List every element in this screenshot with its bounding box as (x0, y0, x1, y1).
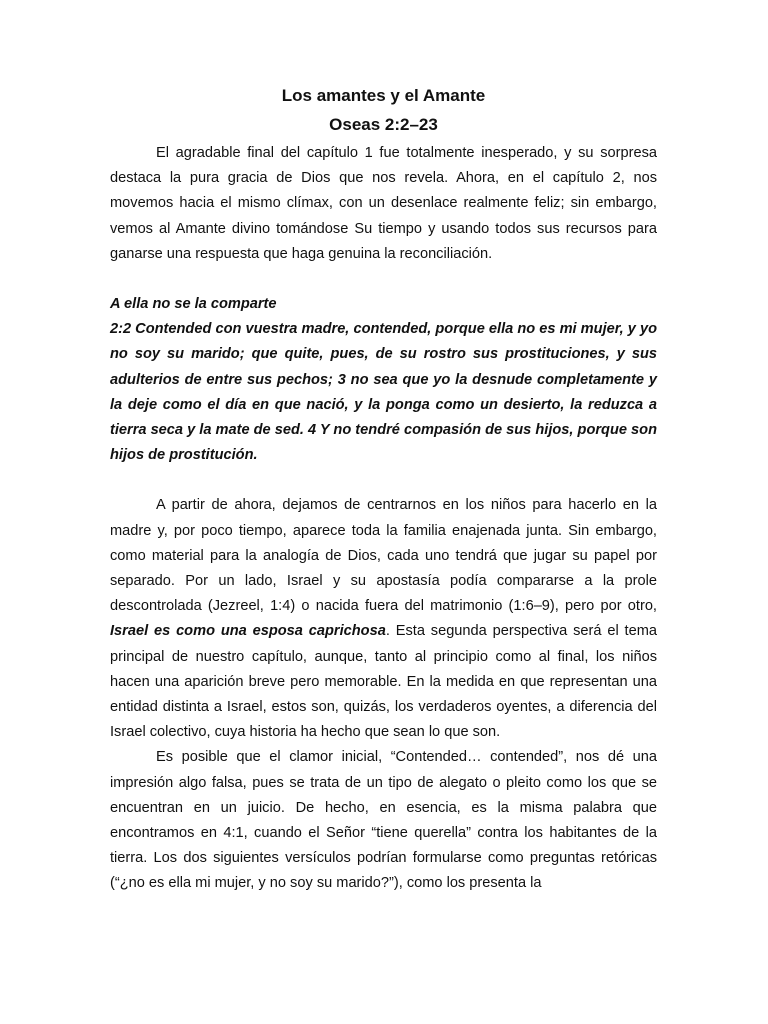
document-page (110, 84, 657, 897)
scripture-reference: Oseas 2:2–23 (329, 115, 438, 134)
scripture-quote: 2:2 Contended con vuestra madre, contended, porque ella no es mi mujer, y yo no soy su marido; que quite, pues, de su rostro sus prostituciones, y sus adulterios de entre sus pechos; 3 no sea que yo la desnude completamente y la deje como el día en que nació, y la ponga como un desierto, la reduzca a tierra seca y la mate de sed. 4 Y no tendré compasión de sus hijos, porque son hijos de prostitución. (110, 321, 657, 464)
body-paragraph (110, 493, 657, 745)
section-heading: A ella no se la comparte (110, 296, 277, 313)
document-title: Los amantes y el Amante (281, 86, 486, 105)
emphasized-text: Israel es como una esposa caprichosa (110, 623, 386, 640)
paragraph-spacer (110, 267, 657, 292)
intro-paragraph: El agradable final del capítulo 1 fue totalmente inesperado, y su sorpresa destaca la pura gracia de Dios que nos revela. Ahora, en el capítulo 2, nos movemos hacia el mismo clímax, con un desenlace realmente feliz; sin embargo, vemos al Amante divino tomándose Su tiempo y usando todos sus recursos para ganarse una respuesta que haga genuina la reconciliación. (110, 145, 657, 262)
body-text: . Esta segunda perspectiva será el tema principal de nuestro capítulo, aunque, tanto al principio como al final, los niños hacen una aparición breve pero memorable. En la medida en que representan una entidad distinta a Israel, estos son, quizás, los verdaderos oyentes, a diferencia del Israel colectivo, cuya historia ha hecho que sean lo que son. (110, 623, 657, 741)
body-text: A partir de ahora, dejamos de centrarnos en los niños para hacerlo en la madre y, por poco tiempo, aparece toda la familia enajenada junta. Sin embargo, como material para la analogía de Dios, cada uno tendrá que jugar su papel por separado. Por un lado, Israel y su apostasía podía compararse a la prole descontrolada (Jezreel, 1:4) o nacida fuera del matrimonio (1:6–9), pero por otro, (110, 497, 657, 615)
paragraph-spacer (110, 468, 657, 493)
body-paragraph: Es posible que el clamor inicial, “Contended… contended”, nos dé una impresión algo falsa, pues se trata de un tipo de alegato o pleito como los que se encuentran en un juicio. De hecho, en esencia, es la misma palabra que encontramos en 4:1, cuando el Señor “tiene querella” contra los habitantes de la tierra. Los dos siguientes versículos podrían formularse como preguntas retóricas (“¿no es ella mi mujer, y no soy su marido?”), como los presenta la (110, 749, 657, 892)
